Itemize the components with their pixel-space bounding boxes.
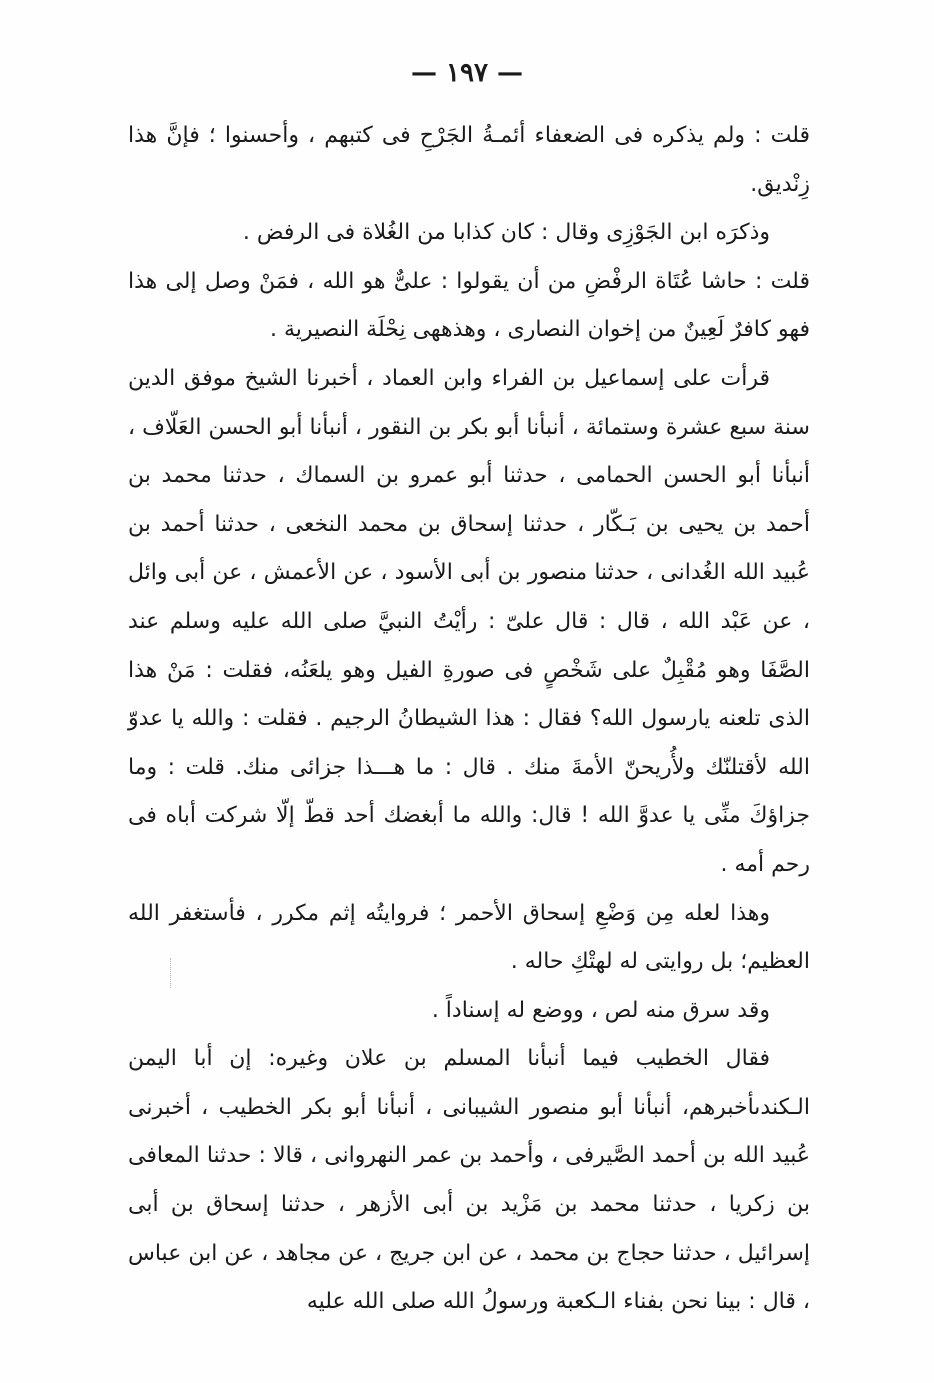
paragraph-1: قلت : ولم يذكره فى الضعفاء أئمـةُ الجَرْحِ فى كتبهم ، وأحسنوا ؛ فإنَّ هذا زِنْديق.: [128, 123, 810, 197]
page-number: — ١٩٧ —: [410, 58, 524, 88]
paragraph-2: وذكرَه ابن الجَوْزِى وقال : كان كذابا من الغُلاة فى الرفض .: [242, 220, 770, 246]
margin-pencil-mark: [170, 958, 177, 988]
paragraph-6: وقد سرق منه لص ، ووضع له إسناداً .: [431, 997, 770, 1023]
paragraph-7: فقال الخطيب فيما أنبأنا المسلم بن علان وغيره: إن أبا اليمن الـكندىأخبرهم، أنبأنا أبو منصور الشيبانى ، أنبأنا أبو بكر الخطيب ، أخبرنى عُبيد الله بن أحمد الصَّيرفى ، وأحمد بن عمر النهروانى ، قالا : حدثنا المعافى بن زكريا ، حدثنا محمد بن مَزْيد بن أبى الأزهر ، حدثنا إسحاق بن أبى إسرائيل ، حدثنا حجاج بن محمد ، عن ابن جريج ، عن مجاهد ، عن ابن عباس ، قال : بينا نحن بفناء الـكعبة ورسولُ الله صلى الله عليه: [128, 1046, 810, 1315]
paragraph-5: وهذا لعله مِن وَضْعِ إسحاق الأحمر ؛ فروايتُه إثم مكرر ، فأستغفر الله العظيم؛ بل روايتى له لهتْكِ حاله .: [128, 900, 810, 975]
page-text-body: [128, 112, 810, 1327]
paragraph-4: قرأت على إسماعيل بن الفراء وابن العماد ، أخبرنا الشيخ موفق الدين سنة سبع عشرة وستمائة ، أنبأنا أبو بكر بن النقور ، أنبأنا أبو الحسن العَلّاف ، أنبأنا أبو الحسن الحمامى ، حدثنا أبو عمرو بن السماك ، حدثنا محمد بن أحمد بن يحيى بن بَـكّار ، حدثنا إسحاق بن محمد النخعى ، حدثنا أحمد بن عُبيد الله الغُدانى ، حدثنا منصور بن أبى الأسود ، عن الأعمش ، عن أبى وائل ، عن عَبْد الله ، قال : قال علىّ : رأيْتُ النبيَّ صلى الله عليه وسلم عند الصَّفَا وهو مُقْبِلٌ على شَخْصٍ فى صورةِ الفيل وهو يلعَنُه، فقلت : مَنْ هذا الذى تلعنه يارسول الله؟ فقال : هذا الشيطانُ الرجيم . فقلت : والله يا عدوّ الله لأقتلنّك ولأُريحنّ الأمةَ منك . قال : ما هـــذا جزائى منك. قلت : وما جزاؤكَ منِّى يا عدوَّ الله ! قال: والله ما أبغضك أحد قطّ إلّا شركت أباه فى رحم أمه .: [128, 365, 810, 877]
paragraph-3: قلت : حاشا عُتَاة الرفْضِ من أن يقولوا : علىٌّ هو الله ، فمَنْ وصل إلى هذا فهو كافرٌ لَعِينٌ من إخوان النصارى ، وهذههى نِحْلَة النصيرية .: [128, 268, 810, 343]
